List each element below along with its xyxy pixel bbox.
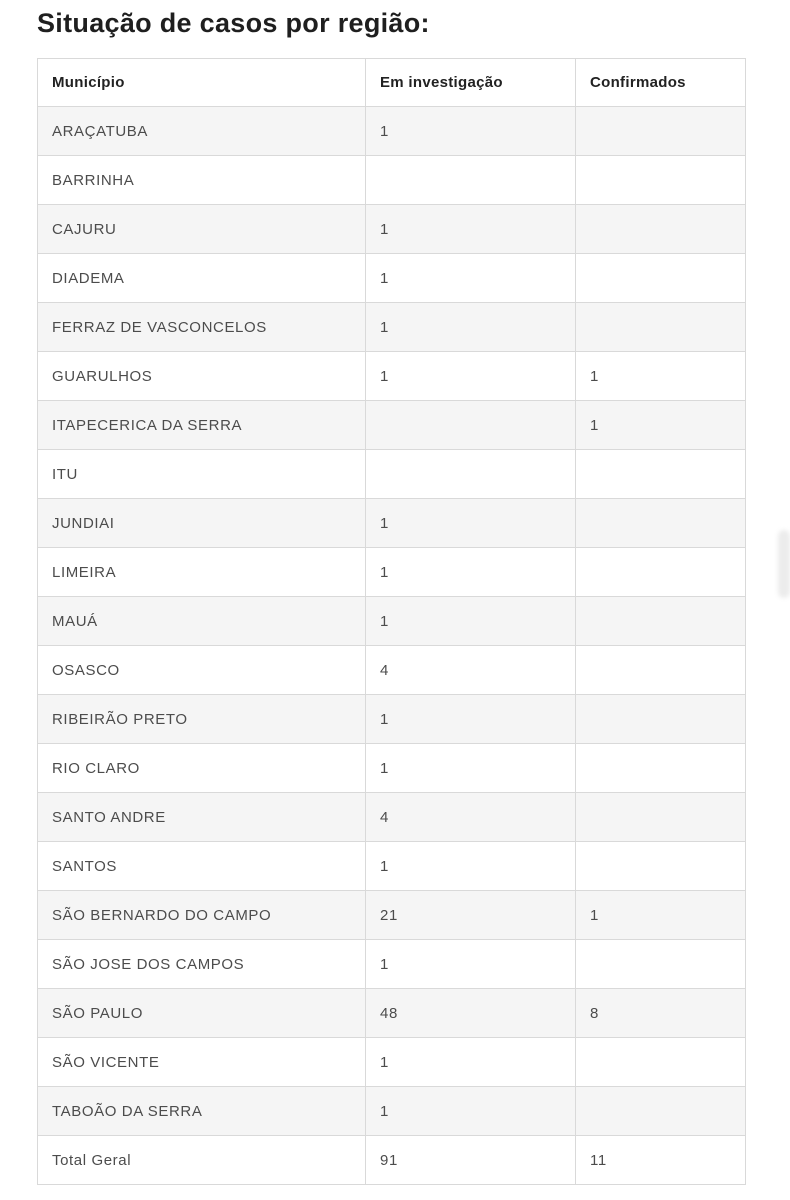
confirmados-cell (576, 793, 746, 842)
municipio-cell: MAUÁ (38, 597, 366, 646)
municipio-cell: RIBEIRÃO PRETO (38, 695, 366, 744)
municipio-cell: TABOÃO DA SERRA (38, 1087, 366, 1136)
confirmados-cell: 1 (576, 891, 746, 940)
table-row (38, 940, 746, 989)
municipio-cell: JUNDIAI (38, 499, 366, 548)
table-row (38, 891, 746, 940)
confirmados-cell: 11 (576, 1136, 746, 1185)
confirmados-cell (576, 205, 746, 254)
table-row (38, 842, 746, 891)
scrollbar-thumb[interactable] (778, 530, 790, 598)
confirmados-cell: 8 (576, 989, 746, 1038)
table-row (38, 646, 746, 695)
em-investigacao-cell: 1 (366, 940, 576, 989)
column-header-em-investigacao: Em investigação (366, 59, 576, 107)
em-investigacao-cell: 1 (366, 744, 576, 793)
table-row (38, 695, 746, 744)
column-header-confirmados: Confirmados (576, 59, 746, 107)
table-row (38, 548, 746, 597)
em-investigacao-cell: 48 (366, 989, 576, 1038)
municipio-cell: CAJURU (38, 205, 366, 254)
total-row (38, 1136, 746, 1185)
em-investigacao-cell: 1 (366, 548, 576, 597)
municipio-cell: LIMEIRA (38, 548, 366, 597)
confirmados-cell (576, 842, 746, 891)
confirmados-cell (576, 499, 746, 548)
confirmados-cell (576, 1038, 746, 1087)
municipio-cell: DIADEMA (38, 254, 366, 303)
table-row (38, 450, 746, 499)
em-investigacao-cell: 1 (366, 1087, 576, 1136)
page-title: Situação de casos por região: (37, 8, 430, 38)
em-investigacao-cell (366, 450, 576, 499)
confirmados-cell (576, 695, 746, 744)
table-row (38, 1087, 746, 1136)
em-investigacao-cell: 1 (366, 842, 576, 891)
em-investigacao-cell: 1 (366, 254, 576, 303)
em-investigacao-cell: 4 (366, 646, 576, 695)
table-row (38, 793, 746, 842)
confirmados-cell (576, 940, 746, 989)
municipio-cell: SÃO BERNARDO DO CAMPO (38, 891, 366, 940)
em-investigacao-cell: 1 (366, 352, 576, 401)
municipio-cell: GUARULHOS (38, 352, 366, 401)
em-investigacao-cell: 1 (366, 303, 576, 352)
municipio-cell: SANTOS (38, 842, 366, 891)
em-investigacao-cell: 1 (366, 107, 576, 156)
municipio-cell: BARRINHA (38, 156, 366, 205)
municipio-cell: SÃO VICENTE (38, 1038, 366, 1087)
table-row (38, 401, 746, 450)
cases-by-region-table (37, 58, 746, 1185)
em-investigacao-cell (366, 156, 576, 205)
municipio-cell: SÃO JOSE DOS CAMPOS (38, 940, 366, 989)
confirmados-cell (576, 303, 746, 352)
confirmados-cell (576, 744, 746, 793)
table-row (38, 205, 746, 254)
table-row (38, 156, 746, 205)
em-investigacao-cell: 1 (366, 695, 576, 744)
municipio-cell: RIO CLARO (38, 744, 366, 793)
confirmados-cell (576, 1087, 746, 1136)
table-row (38, 499, 746, 548)
column-header-municipio: Município (38, 59, 366, 107)
confirmados-cell (576, 450, 746, 499)
confirmados-cell: 1 (576, 401, 746, 450)
em-investigacao-cell: 21 (366, 891, 576, 940)
em-investigacao-cell: 1 (366, 205, 576, 254)
em-investigacao-cell: 1 (366, 597, 576, 646)
municipio-cell: SÃO PAULO (38, 989, 366, 1038)
table-row (38, 107, 746, 156)
confirmados-cell: 1 (576, 352, 746, 401)
confirmados-cell (576, 107, 746, 156)
header-row (38, 59, 746, 107)
table-row (38, 1038, 746, 1087)
municipio-cell: ARAÇATUBA (38, 107, 366, 156)
confirmados-cell (576, 597, 746, 646)
table-row (38, 303, 746, 352)
em-investigacao-cell: 4 (366, 793, 576, 842)
table-row (38, 597, 746, 646)
em-investigacao-cell (366, 401, 576, 450)
municipio-cell: Total Geral (38, 1136, 366, 1185)
table-row (38, 352, 746, 401)
municipio-cell: FERRAZ DE VASCONCELOS (38, 303, 366, 352)
table-row (38, 744, 746, 793)
confirmados-cell (576, 156, 746, 205)
municipio-cell: ITAPECERICA DA SERRA (38, 401, 366, 450)
municipio-cell: OSASCO (38, 646, 366, 695)
em-investigacao-cell: 1 (366, 499, 576, 548)
municipio-cell: ITU (38, 450, 366, 499)
confirmados-cell (576, 646, 746, 695)
confirmados-cell (576, 254, 746, 303)
municipio-cell: SANTO ANDRE (38, 793, 366, 842)
table-row (38, 989, 746, 1038)
em-investigacao-cell: 91 (366, 1136, 576, 1185)
table-row (38, 254, 746, 303)
em-investigacao-cell: 1 (366, 1038, 576, 1087)
confirmados-cell (576, 548, 746, 597)
